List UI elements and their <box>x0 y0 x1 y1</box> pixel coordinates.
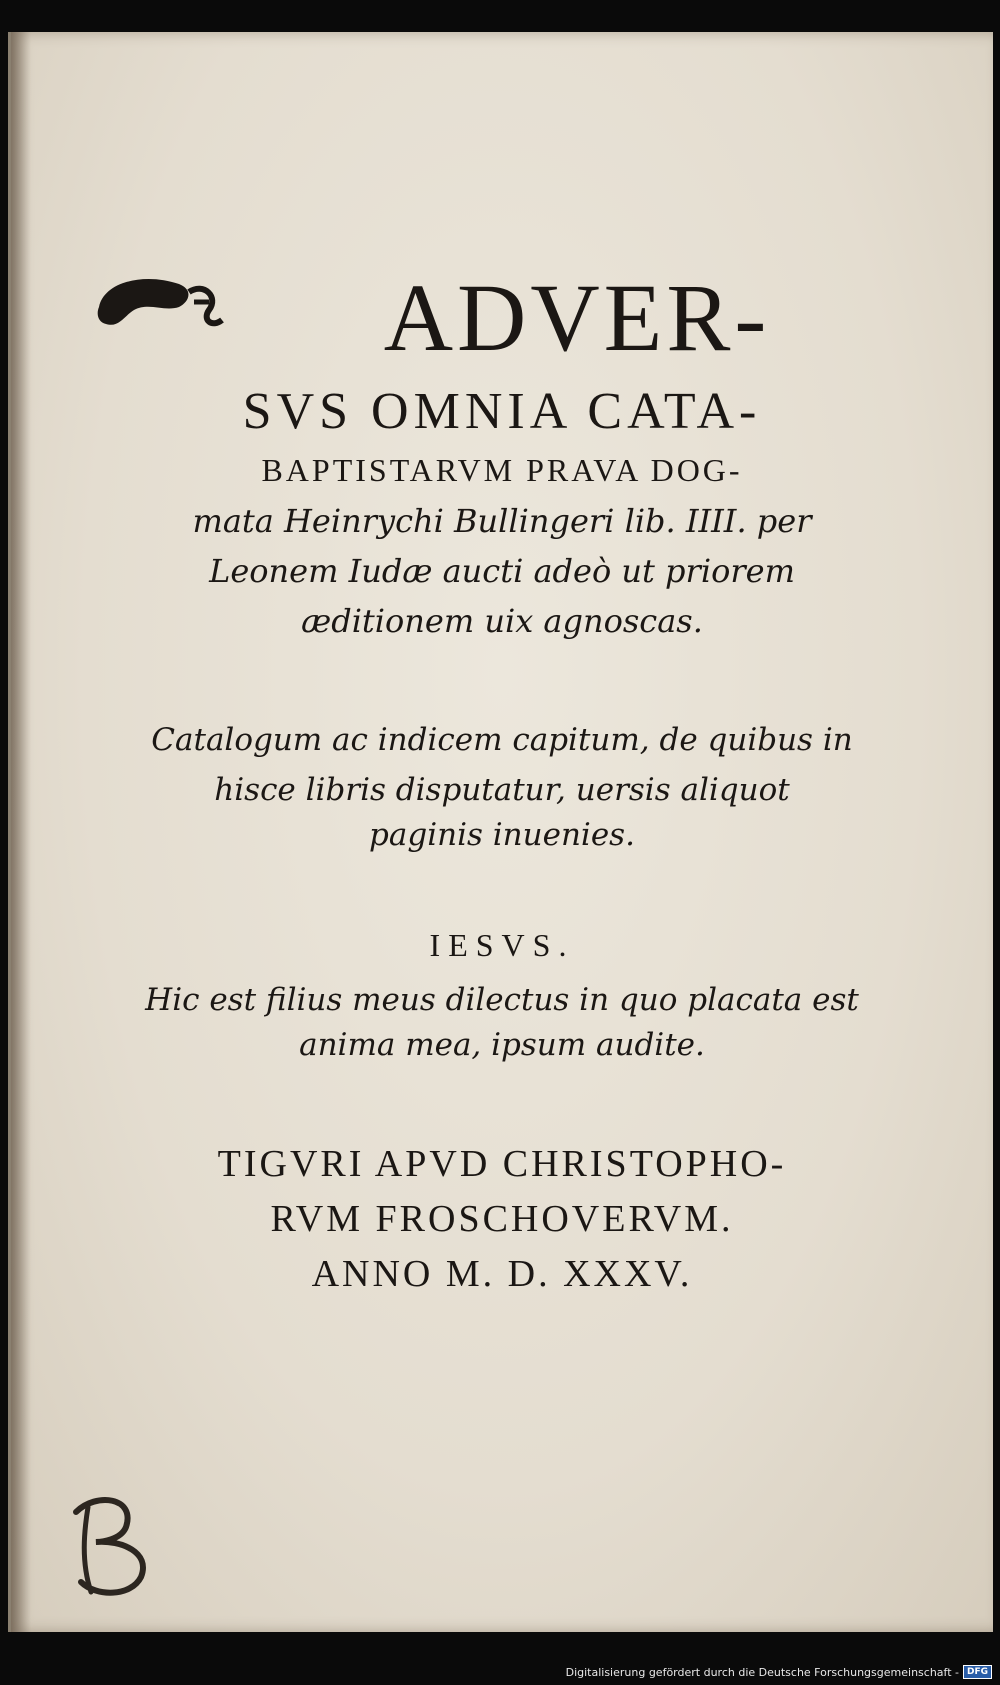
title-line-3: BAPTISTARVM PRAVA DOG- <box>261 452 743 488</box>
catalog-line-1: Catalogum ac indicem capitum, de quibus in <box>151 722 853 758</box>
digitization-credit <box>566 1663 992 1681</box>
imprint-line-2: RVM FROSCHOVERVM. <box>270 1198 734 1240</box>
title-line-1: ADVER- <box>383 264 771 371</box>
catalog-line-2: hisce libris disputatur, uersis aliquot <box>214 772 790 808</box>
title-line-4: mata Heinrychi Bullingeri lib. IIII. per <box>192 502 812 540</box>
title-page <box>8 32 993 1632</box>
handwritten-shelfmark <box>66 1492 156 1602</box>
title-line-6: æditionem uix agnoscas. <box>301 602 703 640</box>
motto-line-1: Hic est filius meus dilectus in quo placata est <box>145 982 859 1018</box>
catalog-line-3: paginis inuenies. <box>369 817 635 853</box>
credit-text: Digitalisierung gefördert durch die Deutsche Forschungsgemeinschaft - <box>565 1665 959 1679</box>
title-line-5: Leonem Iudæ aucti adeò ut priorem <box>209 552 795 590</box>
motto-heading: IESVS. <box>429 927 575 963</box>
imprint-line-3: ANNO M. D. XXXV. <box>311 1253 693 1295</box>
dfg-logo: DFG <box>963 1665 992 1679</box>
imprint-line-1: TIGVRI APVD CHRISTOPHO- <box>217 1143 787 1185</box>
motto-line-2: anima mea, ipsum audite. <box>299 1027 705 1063</box>
title-line-2: SVS OMNIA CATA- <box>242 383 762 440</box>
